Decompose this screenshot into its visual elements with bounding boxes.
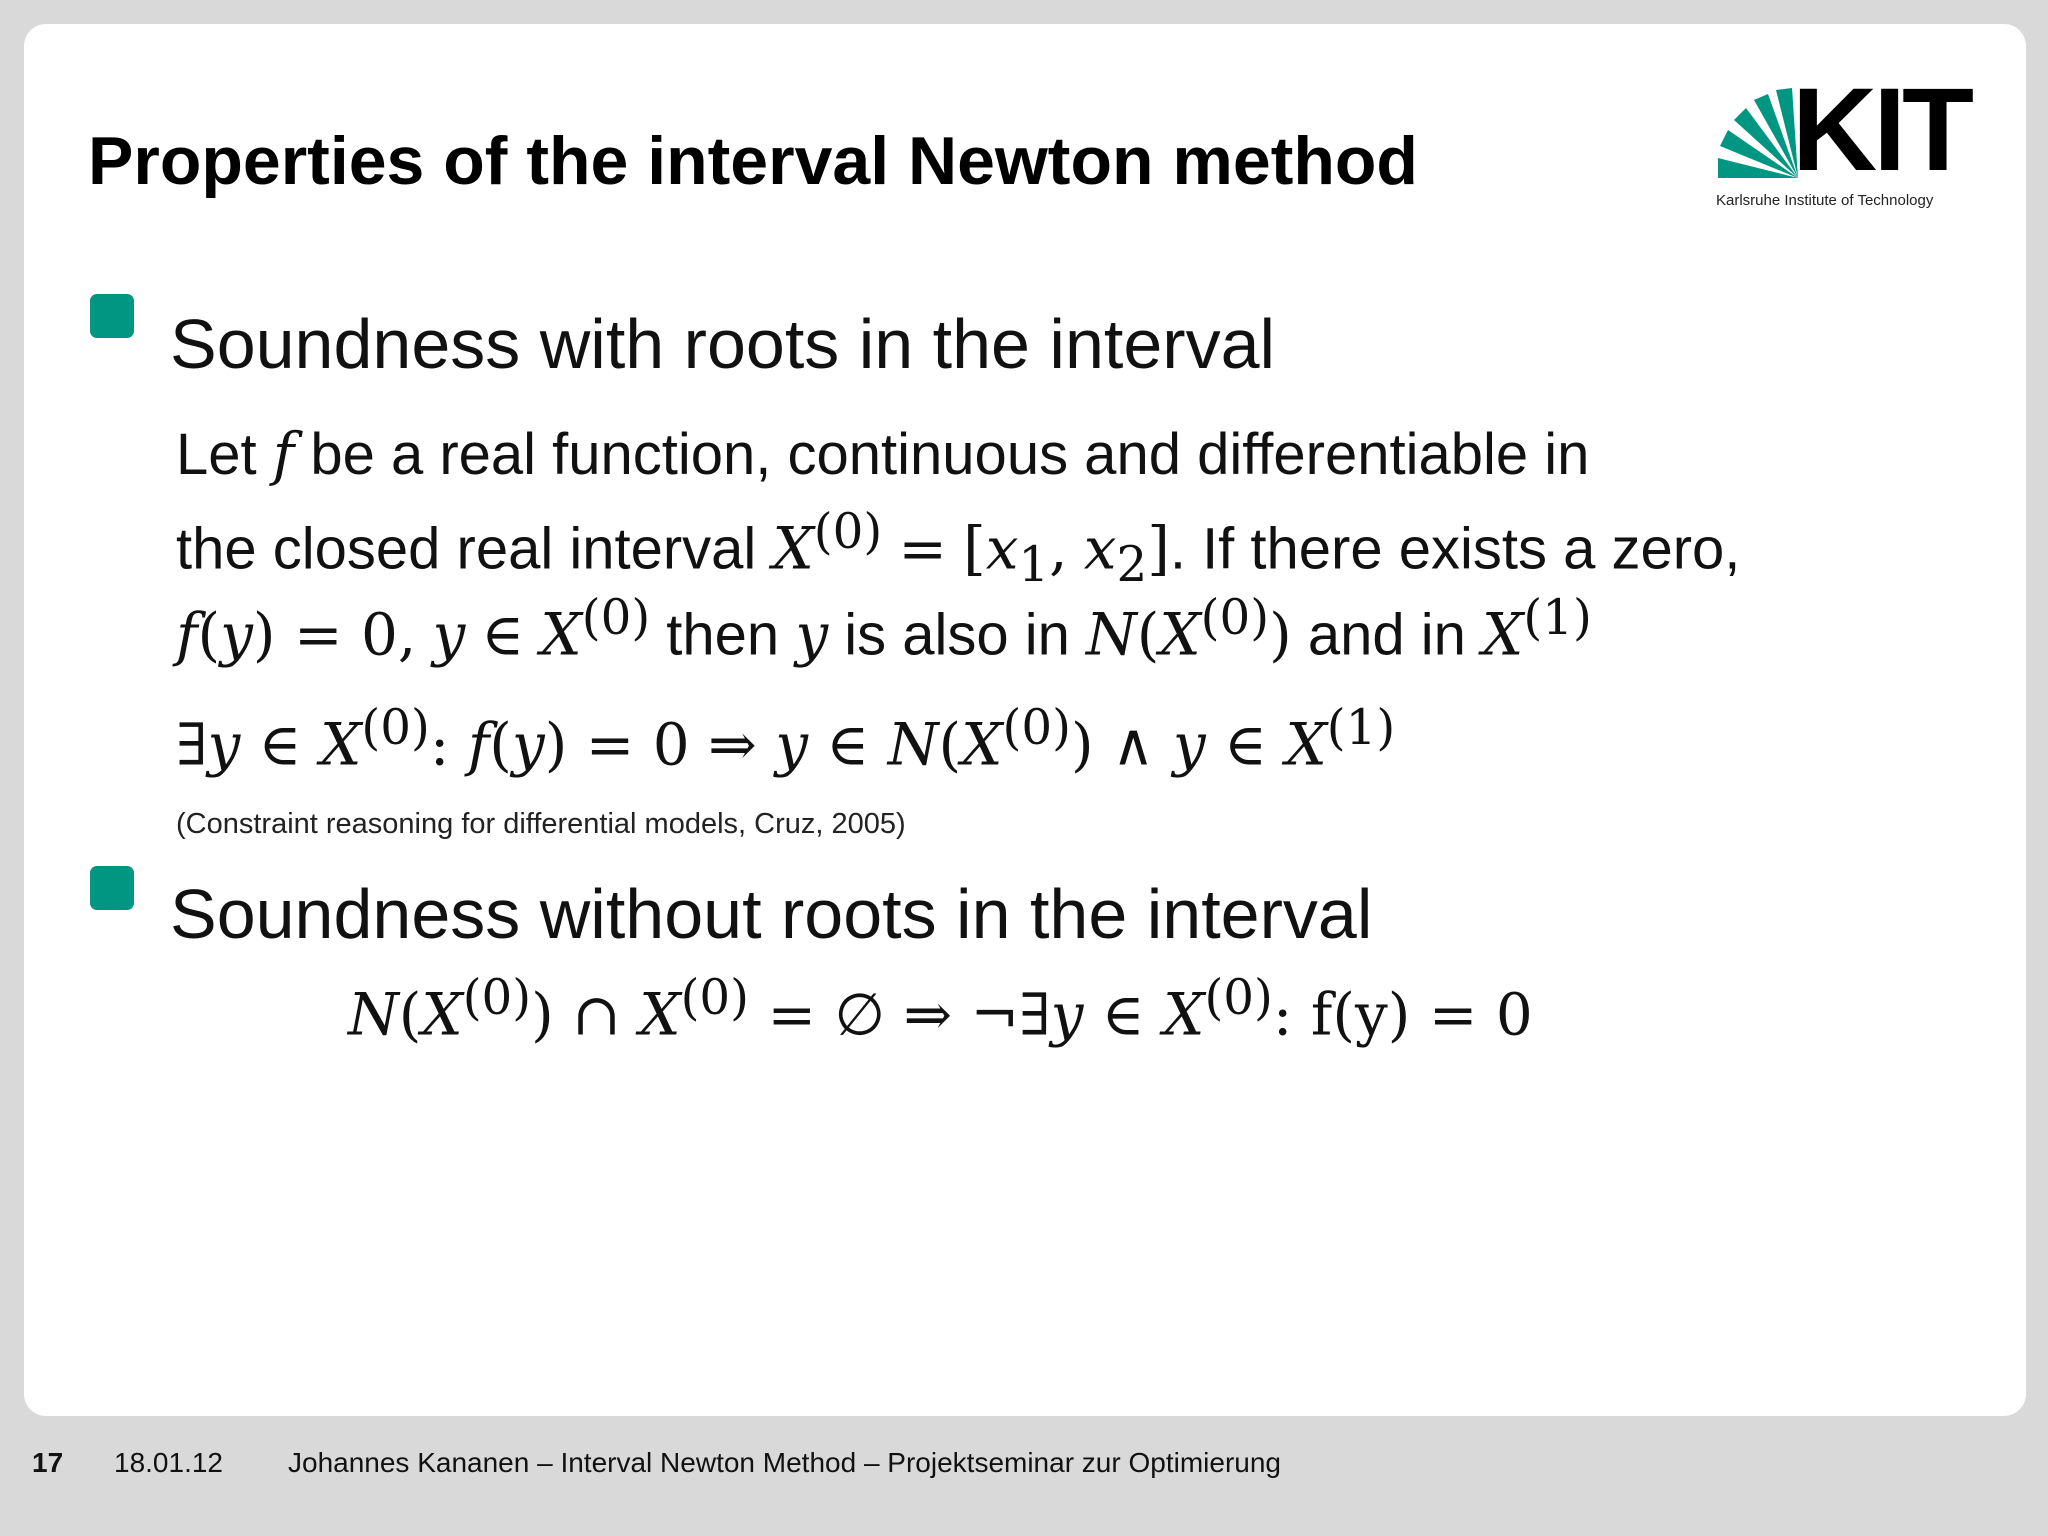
- formula-without-roots: $N(X^{(0)})$ ∩ $X^{(0)}$ = ∅ ⇒ ¬∃y ∈ $X^{(0)}$: f(y) = 0: [348, 970, 1533, 1049]
- footer-text: Johannes Kananen – Interval Newton Method – Projektseminar zur Optimierung: [288, 1447, 1281, 1478]
- bullet-marker-2: [90, 866, 134, 910]
- slide-title: Properties of the interval Newton method: [88, 123, 1418, 199]
- bullet-marker-1: [90, 294, 134, 338]
- bullet-heading-1: Soundness with roots in the interval: [170, 305, 1276, 383]
- kit-wordmark: KIT: [1792, 64, 1971, 196]
- kit-logo: [1714, 64, 1984, 224]
- body-line-1: Let f be a real function, continuous and differentiable in: [176, 420, 1590, 488]
- body-line-2: the closed real interval $X^{(0)} = [x_1$, $x_2$]. If there exists a zero,: [176, 504, 1741, 593]
- footer-date: 18.01.12: [114, 1447, 223, 1478]
- body-line-3: f(y) = 0, y ∈ $X^{(0)}$ then y is also in $N(X^{(0)})$ and in $X^{(1)}$: [176, 590, 1592, 669]
- kit-logo-fan-icon: [1714, 74, 1804, 184]
- citation: (Constraint reasoning for differential models, Cruz, 2005): [176, 808, 906, 840]
- kit-logo-subtitle: Karlsruhe Institute of Technology: [1716, 192, 1934, 209]
- slide-canvas: [24, 24, 2026, 1416]
- bullet-heading-2: Soundness without roots in the interval: [170, 875, 1373, 953]
- formula-with-roots: ∃y ∈ $X^{(0)}$: f(y) = 0 ⇒ y ∈ $N(X^{(0)})$ ∧ y ∈ $X^{(1)}$: [176, 700, 1396, 779]
- page-number: 17: [32, 1447, 64, 1478]
